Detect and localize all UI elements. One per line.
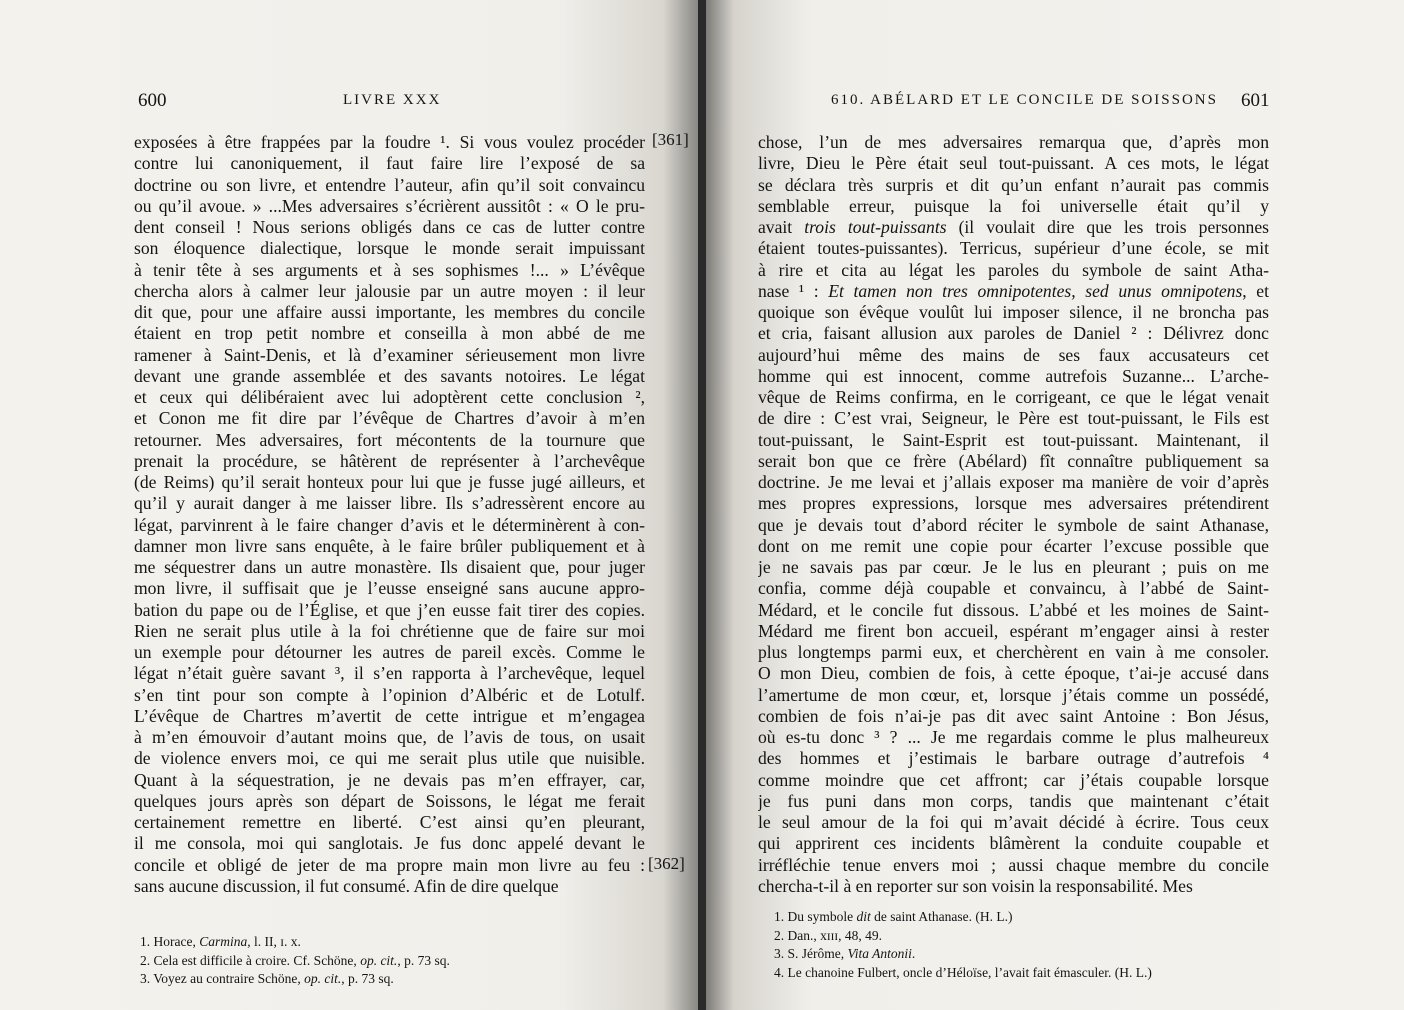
body-text [134, 132, 645, 897]
text-line: dent conseil ! Nous serions obligés dans ce cas de lutter contre [134, 217, 645, 237]
text-line: son éloquence dialectique, lorsque le monde serait impuissant [134, 238, 645, 259]
text-line: contre lui canoniquement, il faut faire lire l’exposé de sa [134, 153, 645, 174]
text-line: Rien ne serait plus utile à la foi chrétienne que de faire sur moi [134, 620, 645, 641]
text-line: il me consola, moi qui sanglotais. Je fus donc appelé devant le [134, 833, 645, 854]
text-line: que je devais tout d’abord réciter le symbole de saint Athanase, [758, 514, 1269, 535]
text-line: se déclara très surpris et dit qu’un enfant n’aurait pas commis [758, 174, 1269, 195]
text-line: tout-puissant, le Saint-Esprit est tout-puissant. Maintenant, il [758, 429, 1269, 450]
body-text [758, 132, 1269, 897]
footnote: 3. S. Jérôme, Vita Antonii. [774, 946, 916, 961]
page-number: 601 [1241, 90, 1270, 111]
text-line: exposées à être frappées par la foudre ¹. Si vous voulez procéder [134, 132, 645, 152]
text-line: L’évêque de Chartres m’avertit de cette intrigue et m’engagea [134, 705, 645, 726]
text-line: retourner. Mes adversaires, fort mécontents de la tournure que [134, 429, 645, 450]
text-line: dit que, pour une affaire aussi importante, les membres du concile [134, 302, 645, 322]
left-page [0, 0, 698, 1010]
text-line: et ceux qui délibéraient avec lui adoptèrent cette conclusion ², [134, 387, 645, 407]
text-line: étaient toutes-puissantes). Terricus, supérieur d’une école, se mit [758, 238, 1269, 259]
text-line: sans aucune discussion, il fut consumé. Afin de dire quelque [134, 875, 559, 896]
text-line: dont on me remit une copie pour écarter l’excuse possible que [758, 535, 1269, 556]
text-line: et Conon me fit dire par l’évêque de Chartres d’avoir à m’en [134, 408, 645, 429]
text-line: doctrine. Je me levai et j’allais exposer ma manière de voir d’après [758, 472, 1269, 492]
footnote: 1. Horace, Carmina, l. II, ɪ. x. [140, 934, 301, 949]
text-line: chercha-t-il à en reporter sur son voisin la responsabilité. Mes [758, 875, 1193, 896]
footnote: 1. Du symbole dit de saint Athanase. (H. L.) [774, 909, 1013, 924]
text-line: (de Reims) qu’il serait honteux pour lui que je fusse jugé ailleurs, et [134, 472, 645, 492]
text-line: bation du pape ou de l’Église, et que j’en eusse fait tirer des copies. [134, 599, 645, 620]
running-head: 610. ABÉLARD ET LE CONCILE DE SOISSONS [831, 92, 1218, 108]
text-line: l’amertume de mon cœur, et, lorsque j’étais comme un possédé, [758, 684, 1269, 705]
text-line: légat, parvinrent à le faire changer d’avis et le déterminèrent à con- [134, 514, 645, 535]
text-line: livre, Dieu le Père était seul tout-puissant. A ces mots, le légat [758, 153, 1269, 174]
text-line: Quant à la séquestration, je ne devais pas m’en effrayer, car, [134, 769, 645, 790]
footnote: 4. Le chanoine Fulbert, oncle d’Héloïse, l’avait fait émasculer. (H. L.) [774, 964, 1152, 980]
text-line: me séquestrer dans un autre monastère. Ils disaient que, pour juger [134, 557, 645, 577]
text-line: irréfléchie tenue envers moi ; aussi chaque membre du concile [758, 854, 1269, 875]
text-line: et cria, faisant allusion aux paroles de Daniel ² : Délivrez donc [758, 323, 1269, 344]
text-line: chose, l’un de mes adversaires remarqua que, d’après mon [758, 132, 1269, 152]
text-line: de violence envers moi, ce qui me serait plus utile que nuisible. [134, 748, 645, 769]
text-line: à rire et cita au légat les paroles du symbole de saint Atha- [758, 259, 1269, 280]
text-line: quelques jours après son départ de Soissons, le légat me ferait [134, 790, 645, 811]
text-line: confia, comme déjà coupable et convaincu, à l’abbé de Saint- [758, 578, 1269, 599]
text-line: qu’il y aurait danger à me laisser libre. Ils s’adressèrent encore au [134, 493, 645, 514]
margin-page-marker: [362] [648, 854, 685, 873]
running-head: LIVRE XXX [343, 92, 442, 108]
text-line: damner mon livre sans enquête, à le faire brûler publiquement et à [134, 535, 645, 556]
text-line: Médard me firent bon accueil, espérant m’engager ainsi à rester [758, 620, 1269, 641]
text-line: étaient en trop petit nombre et conseilla à mon abbé de me [134, 323, 645, 344]
text-line: à tenir tête à ses arguments et à ses sophismes !... » L’évêque [134, 259, 645, 280]
text-line: ramener à Saint-Denis, et là d’examiner sérieusement mon livre [134, 344, 645, 365]
text-line: s’en tint pour son compte à l’opinion d’Albéric et de Lotulf. [134, 684, 645, 705]
text-line: légat n’était guère savant ³, il s’en rapporta à l’archevêque, lequel [134, 663, 645, 684]
footnotes [774, 908, 1152, 982]
text-line: chercha alors à calmer leur jalousie par un autre moyen : il leur [134, 280, 645, 301]
text-line: ou qu’il avoue. » ...Mes adversaires s’écrièrent aussitôt : « O le pru- [134, 195, 645, 216]
footnotes [140, 933, 450, 989]
right-page [706, 0, 1404, 1010]
text-line: je ne savais pas par cœur. Je le lus en pleurant ; puis on me [758, 557, 1269, 577]
text-line: qui apprirent ces incidents blâmèrent la conduite coupable et [758, 833, 1269, 854]
text-line: mes propres expressions, lorsque mes adversaires prétendirent [758, 493, 1269, 514]
page-number: 600 [138, 90, 167, 111]
text-line: combien de fois n’ai-je pas dit avec saint Antoine : Bon Jésus, [758, 705, 1269, 726]
text-line: quoique son évêque voulût lui imposer silence, il ne broncha pas [758, 302, 1269, 322]
text-line: devant une grande assemblée et des savants notoires. Le légat [134, 365, 645, 386]
text-line: un exemple pour détourner les autres de pareil excès. Comme le [134, 642, 645, 662]
text-line: à m’en émouvoir d’autant moins que, de l’avis de tous, on usait [134, 727, 645, 747]
text-line: certainement remettre en liberté. C’est ainsi qu’en pleurant, [134, 812, 645, 832]
text-line: où es-tu donc ³ ? ... Je me regardais comme le plus malheureux [758, 727, 1269, 747]
text-line: vêque de Reims confirma, en le corrigeant, ce que le légat venait [758, 387, 1269, 407]
text-line: semblable erreur, puisque la foi universelle était qu’il y [758, 195, 1269, 216]
text-line: homme qui est innocent, comme autrefois Suzanne... L’arche- [758, 365, 1269, 386]
footnote: 2. Cela est difficile à croire. Cf. Schöne, op. cit., p. 73 sq. [140, 952, 450, 968]
text-line: concile et obligé de jeter de ma propre main mon livre au feu : [134, 854, 645, 875]
footnote: 2. Dan., xɪɪɪ, 48, 49. [774, 927, 882, 943]
text-line: serait bon que ce frère (Abélard) fît connaître publiquement sa [758, 450, 1269, 471]
text-line: de dire : C’est vrai, Seigneur, le Père est tout-puissant, le Fils est [758, 408, 1269, 429]
text-line: prenait la procédure, se hâtèrent de représenter à l’archevêque [134, 450, 645, 471]
text-line: des hommes et j’estimais le barbare outrage d’autrefois ⁴ [758, 748, 1269, 769]
text-line: avait trois tout-puissants (il voulait dire que les trois personnes [758, 217, 1269, 237]
text-line: Médard, et le concile fut dissous. L’abbé et les moines de Saint- [758, 599, 1269, 620]
text-line: aujourd’hui même des mains de ses faux accusateurs cet [758, 344, 1269, 365]
text-line: le seul amour de la foi qui m’avait décidé à écrire. Tous ceux [758, 812, 1269, 832]
text-line: doctrine ou son livre, et entendre l’auteur, afin qu’il soit convaincu [134, 174, 645, 195]
text-line: je fus puni dans mon corps, tandis que maintenant c’était [758, 790, 1269, 811]
text-line: O mon Dieu, combien de fois, à cette époque, t’ai-je accusé dans [758, 663, 1269, 684]
margin-page-marker: [361] [652, 130, 689, 149]
footnote: 3. Voyez au contraire Schöne, op. cit., p. 73 sq. [140, 971, 394, 986]
text-line: mon livre, il suffisait que je l’eusse enseigné sans aucune appro- [134, 578, 645, 599]
text-line: comme moindre que cet affront; car j’étais coupable lorsque [758, 769, 1269, 790]
text-line: plus longtemps parmi eux, et cherchèrent en vain à me consoler. [758, 642, 1269, 662]
text-line: nase ¹ : Et tamen non tres omnipotentes, sed unus omnipotens, et [758, 280, 1269, 301]
